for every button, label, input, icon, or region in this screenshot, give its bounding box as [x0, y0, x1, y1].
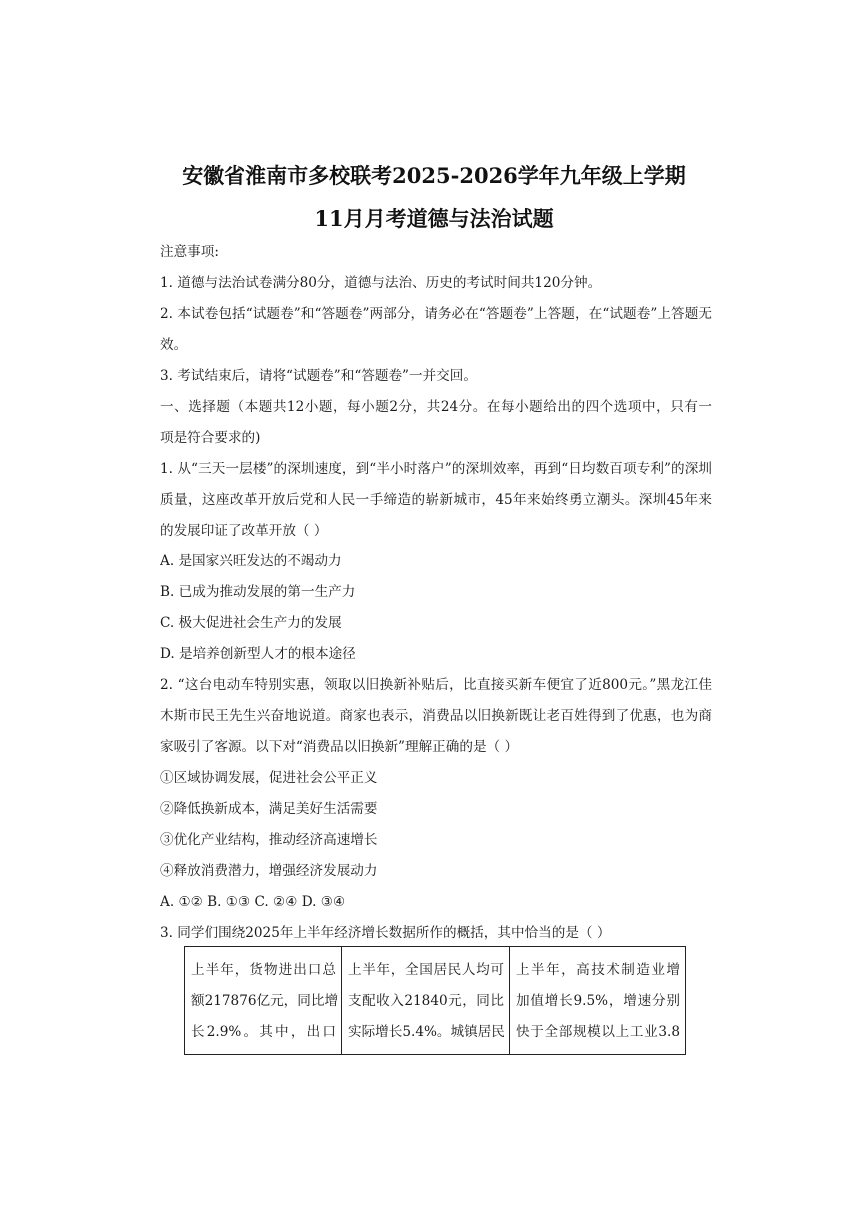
section-heading-line2: 项是符合要求的)	[160, 430, 261, 446]
notice-heading: 注意事项:	[160, 244, 219, 260]
exam-title-line2: 11月月考道德与法治试题	[314, 206, 554, 231]
question-3-stem: 3. 同学们围绕2025年上半年经济增长数据所作的概括，其中恰当的是（ ）	[160, 925, 611, 941]
cell-line: 上半年，高技术制造业增	[516, 962, 680, 978]
question-2-statement-2: ②降低换新成本，满足美好生活需要	[160, 801, 378, 817]
cell-line: 额217876亿元，同比增	[191, 993, 339, 1009]
table-cell-income	[342, 947, 510, 1055]
question-1-option-a: A. 是国家兴旺发达的不竭动力	[160, 553, 342, 569]
question-2-line2: 木斯市民王先生兴奋地说道。商家也表示，消费品以旧换新既让老百姓得到了优惠，也为商	[160, 708, 712, 724]
question-1-option-b: B. 已成为推动发展的第一生产力	[160, 584, 356, 600]
question-1-option-c: C. 极大促进社会生产力的发展	[160, 615, 342, 631]
cell-line: 快于全部规模以上工业3.8	[516, 1024, 680, 1040]
question-1-line2: 质量，这座改革开放后党和人民一手缔造的崭新城市，45年来始终勇立潮头。深圳45年来	[160, 492, 712, 508]
question-1-line3: 的发展印证了改革开放（ ）	[160, 523, 328, 539]
question-2-line3: 家吸引了客源。以下对“消费品以旧换新”理解正确的是（ ）	[160, 739, 519, 755]
exam-title-line1: 安徽省淮南市多校联考2025-2026学年九年级上学期	[182, 163, 686, 188]
question-2-statement-4: ④释放消费潜力，增强经济发展动力	[160, 863, 378, 879]
question-2-line1: 2. “这台电动车特别实惠，领取以旧换新补贴后，比直接买新车便宜了近800元。”黑龙江佳	[160, 677, 712, 693]
notice-item-3: 3. 考试结束后，请将“试题卷”和“答题卷”一并交回。	[160, 368, 477, 384]
question-2-statement-1: ①区域协调发展，促进社会公平正义	[160, 770, 378, 786]
section-heading-line1: 一、选择题（本题共12小题，每小题2分，共24分。在每小题给出的四个选项中，只有一	[160, 399, 712, 415]
question-2-statement-3: ③优化产业结构，推动经济高速增长	[160, 832, 378, 848]
cell-line: 实际增长5.4%。城镇居民	[348, 1024, 505, 1040]
question-1-option-d: D. 是培养创新型人才的根本途径	[160, 646, 356, 662]
cell-line: 加值增长9.5%，增速分别	[516, 993, 680, 1009]
notice-item-1: 1. 道德与法治试卷满分80分，道德与法治、历史的考试时间共120分钟。	[160, 275, 602, 291]
table-cell-trade	[185, 947, 342, 1055]
cell-line: 长2.9%。其中，出口	[191, 1024, 336, 1040]
question-3-data-table	[184, 946, 686, 1055]
question-2-options: A. ①② B. ①③ C. ②④ D. ③④	[160, 894, 346, 910]
table-cell-hightech	[510, 947, 686, 1055]
notice-item-2-line1: 2. 本试卷包括“试题卷”和“答题卷”两部分，请务必在“答题卷”上答题，在“试题卷”上答题无	[160, 306, 712, 322]
notice-item-2-line2: 效。	[160, 337, 188, 353]
cell-line: 上半年，全国居民人均可	[348, 962, 504, 978]
cell-line: 上半年，货物进出口总	[191, 962, 336, 978]
table-row	[185, 947, 686, 1055]
cell-line: 支配收入21840元，同比	[348, 993, 504, 1009]
question-1-line1: 1. 从“三天一层楼”的深圳速度，到“半小时落户”的深圳效率，再到“日均数百项专利”的深圳	[160, 461, 712, 477]
